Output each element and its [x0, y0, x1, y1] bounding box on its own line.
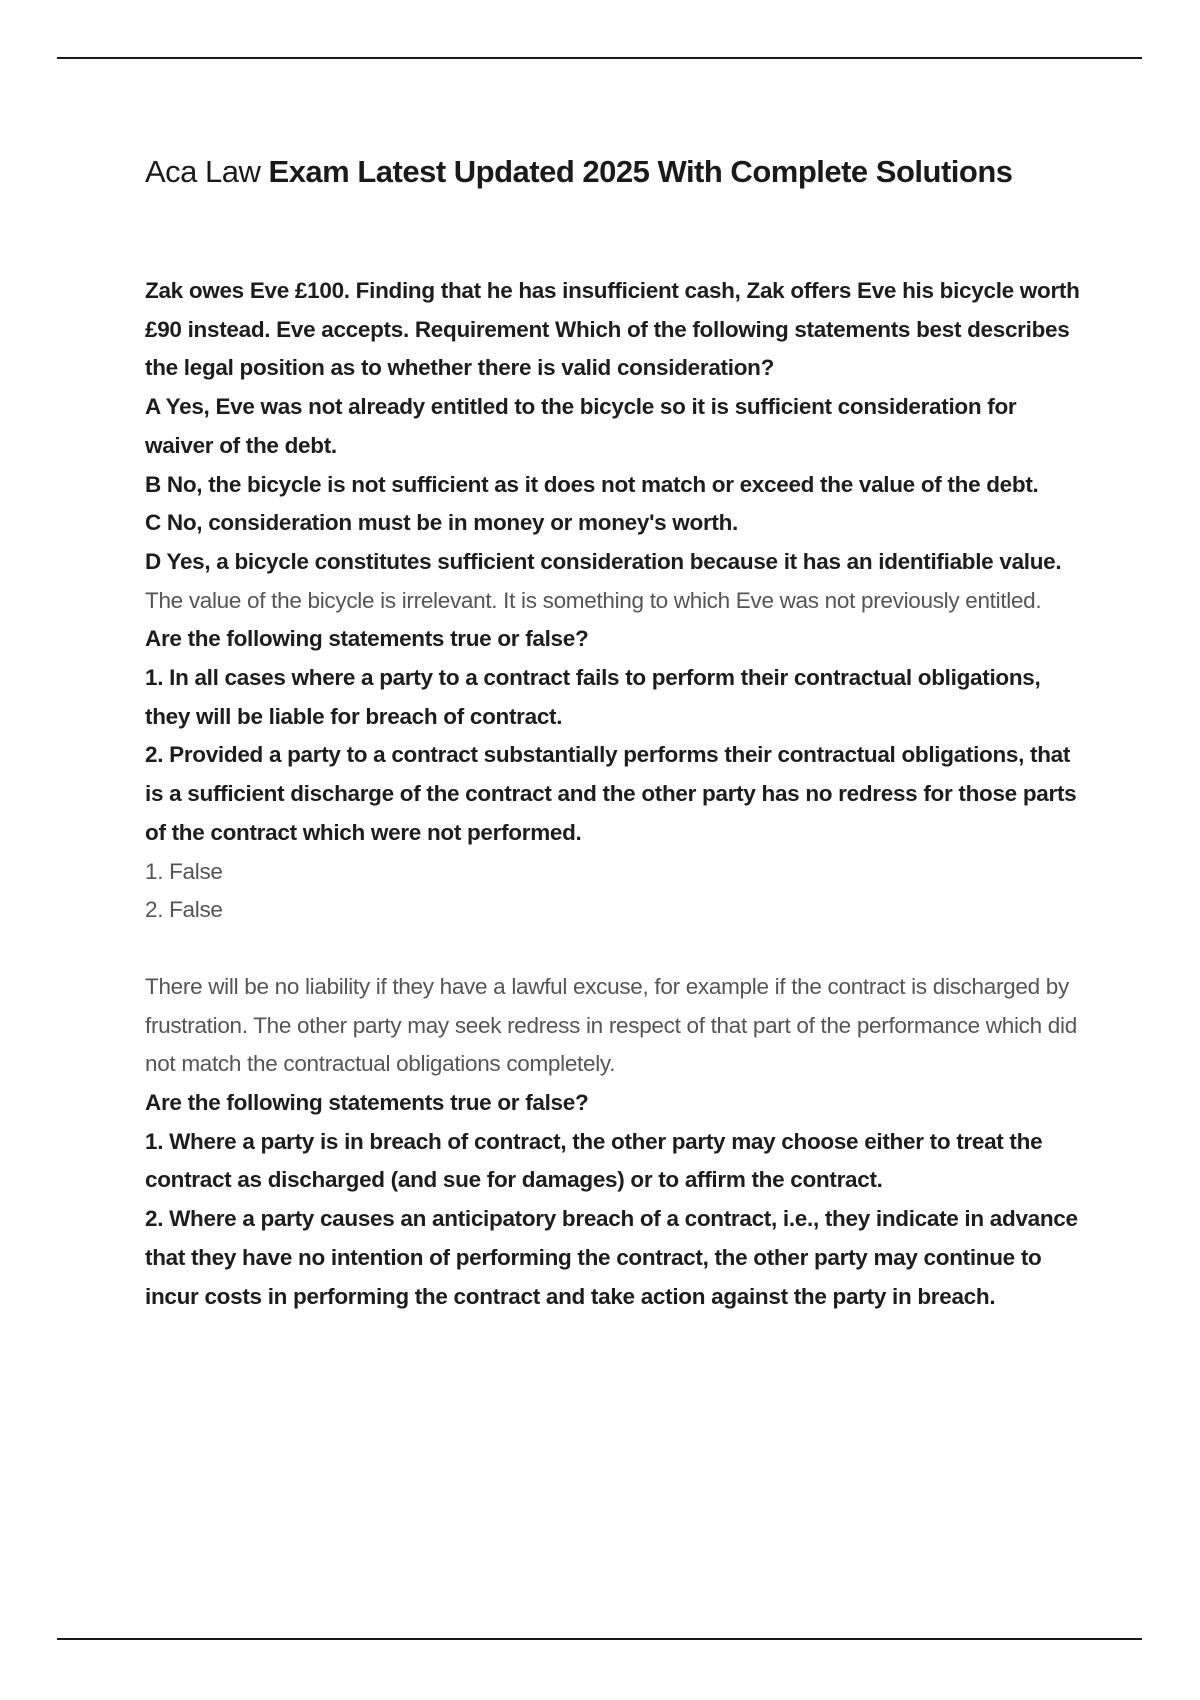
q3-statement-2: 2. Where a party causes an anticipatory breach of a contract, i.e., they indicate in advance that they have no intention of performing the contract, the other party may continue to incur costs in performing the contract and take action against the party in breach. — [145, 1206, 1078, 1309]
q2-answer-2: 2. False — [145, 897, 223, 923]
q1-question: Zak owes Eve £100. Finding that he has insufficient cash, Zak offers Eve his bicycle worth £90 instead. Eve accepts. Requirement Which of the following statements best describes the legal position as to whether there is valid consideration? — [145, 278, 1080, 381]
q2-question: Are the following statements true or false? — [145, 626, 589, 652]
q2-statement-2: 2. Provided a party to a contract substantially performs their contractual obligations, that is a sufficient discharge of the contract and the other party has no redress for those parts of the contract which were not performed. — [145, 742, 1077, 845]
q1-option-a: A Yes, Eve was not already entitled to the bicycle so it is sufficient consideration for waiver of the debt. — [145, 394, 1017, 458]
q1-answer: The value of the bicycle is irrelevant. It is something to which Eve was not previously entitled. — [145, 587, 1042, 613]
q1-option-b: B No, the bicycle is not sufficient as it does not match or exceed the value of the debt. — [145, 471, 1039, 497]
top-rule — [57, 57, 1142, 59]
q2-explanation: There will be no liability if they have a lawful excuse, for example if the contract is discharged by frustration. The other party may seek redress in respect of that part of the performance which did not match the contractual obligations completely. — [145, 973, 1077, 1077]
title-bold-part: Exam Latest Updated 2025 With Complete Solutions — [260, 154, 1013, 189]
page-title — [145, 150, 1105, 194]
title-light-part: Aca Law — [145, 154, 261, 189]
q3-statement-1: 1. Where a party is in breach of contract, the other party may choose either to treat the contract as discharged (and sue for damages) or to affirm the contract. — [145, 1128, 1043, 1193]
q1-option-d: D Yes, a bicycle constitutes sufficient consideration because it has an identifiable value. — [145, 548, 1062, 574]
q1-option-c: C No, consideration must be in money or money's worth. — [145, 510, 738, 536]
bottom-rule — [57, 1638, 1142, 1640]
document-body — [145, 272, 1085, 1316]
q3-question: Are the following statements true or false? — [145, 1090, 589, 1116]
q2-answer-1: 1. False — [145, 858, 223, 884]
spacer — [145, 930, 1085, 968]
q2-statement-1: 1. In all cases where a party to a contract fails to perform their contractual obligations, they will be liable for breach of contract. — [145, 665, 1041, 729]
